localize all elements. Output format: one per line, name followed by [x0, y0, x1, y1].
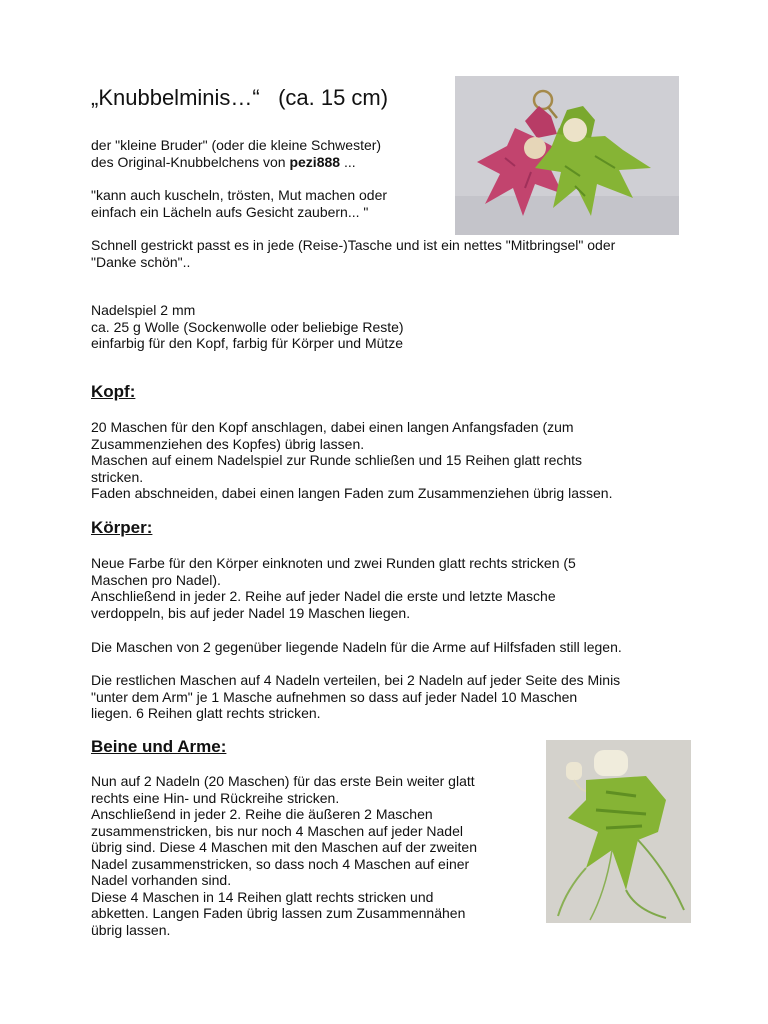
kopf-line: 20 Maschen für den Kopf anschlagen, dabei einen langen Anfangsfaden (zum: [91, 419, 574, 435]
gift-paragraph: [91, 237, 615, 270]
beine-line: Anschließend in jeder 2. Reihe die äußeren 2 Maschen: [91, 806, 433, 822]
intro-paragraph: [91, 137, 381, 170]
koerper-line: Neue Farbe für den Körper einknoten und zwei Runden glatt rechts stricken (5: [91, 555, 576, 571]
koerper-paragraph-1: [91, 555, 576, 621]
koerper-line: liegen. 6 Reihen glatt rechts stricken.: [91, 705, 321, 721]
beine-line: rechts eine Hin- und Rückreihe stricken.: [91, 789, 340, 806]
gift-line: "Danke schön"..: [91, 253, 191, 270]
heading-kopf: Kopf:: [91, 382, 136, 401]
heading-beine-arme: Beine und Arme:: [91, 737, 227, 756]
quote-paragraph: [91, 187, 387, 220]
intro-line-1: der "kleine Bruder" (oder die kleine Schwester): [91, 137, 382, 153]
beine-line: Nadel zusammenstricken, so dass noch 4 Maschen auf einer: [91, 855, 470, 872]
kopf-line: stricken.: [91, 468, 144, 485]
beine-line: übrig sind. Diese 4 Maschen mit den Maschen auf der zweiten: [91, 839, 477, 855]
photo-work-in-progress-graphic: [546, 740, 691, 923]
materials-paragraph: [91, 302, 404, 352]
beine-line: Diese 4 Maschen in 14 Reihen glatt rechts stricken und: [91, 888, 434, 905]
beine-line: zusammenstricken, bis nur noch 4 Maschen auf jeder Nadel: [91, 822, 463, 839]
intro-line-2-suffix: ...: [340, 153, 356, 170]
koerper-line: "unter dem Arm" je 1 Masche aufnehmen so dass auf jeder Nadel 10 Maschen: [91, 688, 578, 705]
beine-line: Nun auf 2 Nadeln (20 Maschen) für das erste Bein weiter glatt: [91, 773, 475, 789]
heading-koerper: Körper:: [91, 518, 153, 537]
koerper-line: Anschließend in jeder 2. Reihe auf jeder Nadel die erste und letzte Masche: [91, 588, 556, 604]
kopf-paragraph: [91, 419, 612, 502]
beine-line: übrig lassen.: [91, 921, 171, 938]
kopf-line: Maschen auf einem Nadelspiel zur Runde schließen und 15 Reihen glatt rechts: [91, 452, 583, 468]
beine-paragraph: [91, 773, 477, 938]
koerper-line: Die restlichen Maschen auf 4 Nadeln verteilen, bei 2 Nadeln auf jeder Seite des Minis: [91, 672, 621, 688]
koerper-line: verdoppeln, bis auf jeder Nadel 19 Maschen liegen.: [91, 604, 411, 621]
photo-work-in-progress: [546, 740, 691, 923]
kopf-line: Zusammenziehen des Kopfes) übrig lassen.: [91, 435, 365, 452]
materials-line: einfarbig für den Kopf, farbig für Körper und Mütze: [91, 335, 404, 351]
intro-line-2: [91, 154, 381, 171]
koerper-paragraph-3: [91, 672, 620, 722]
kopf-line: Faden abschneiden, dabei einen langen Faden zum Zusammenziehen übrig lassen.: [91, 485, 613, 501]
beine-line: abketten. Langen Faden übrig lassen zum Zusammennähen: [91, 905, 466, 921]
koerper-line: Die Maschen von 2 gegenüber liegende Nadeln für die Arme auf Hilfsfaden still legen.: [91, 639, 622, 655]
author-name: pezi888: [289, 153, 341, 170]
intro-line-2-prefix: des Original-Knubbelchens von: [91, 153, 290, 170]
koerper-paragraph-2: [91, 639, 622, 656]
koerper-line: Maschen pro Nadel).: [91, 571, 221, 588]
page-title: „Knubbelminis…“ (ca. 15 cm): [91, 85, 389, 110]
quote-line: einfach ein Lächeln aufs Gesicht zaubern... ": [91, 203, 369, 220]
photo-finished-minis-graphic: [455, 76, 679, 235]
quote-line: "kann auch kuscheln, trösten, Mut machen oder: [91, 187, 388, 203]
gift-line: Schnell gestrickt passt es in jede (Reise-)Tasche und ist ein nettes "Mitbringsel" oder: [91, 237, 616, 253]
materials-line: ca. 25 g Wolle (Sockenwolle oder beliebige Reste): [91, 318, 404, 335]
beine-line: Nadel vorhanden sind.: [91, 872, 232, 888]
materials-line: Nadelspiel 2 mm: [91, 302, 196, 318]
photo-finished-minis: [455, 76, 679, 235]
